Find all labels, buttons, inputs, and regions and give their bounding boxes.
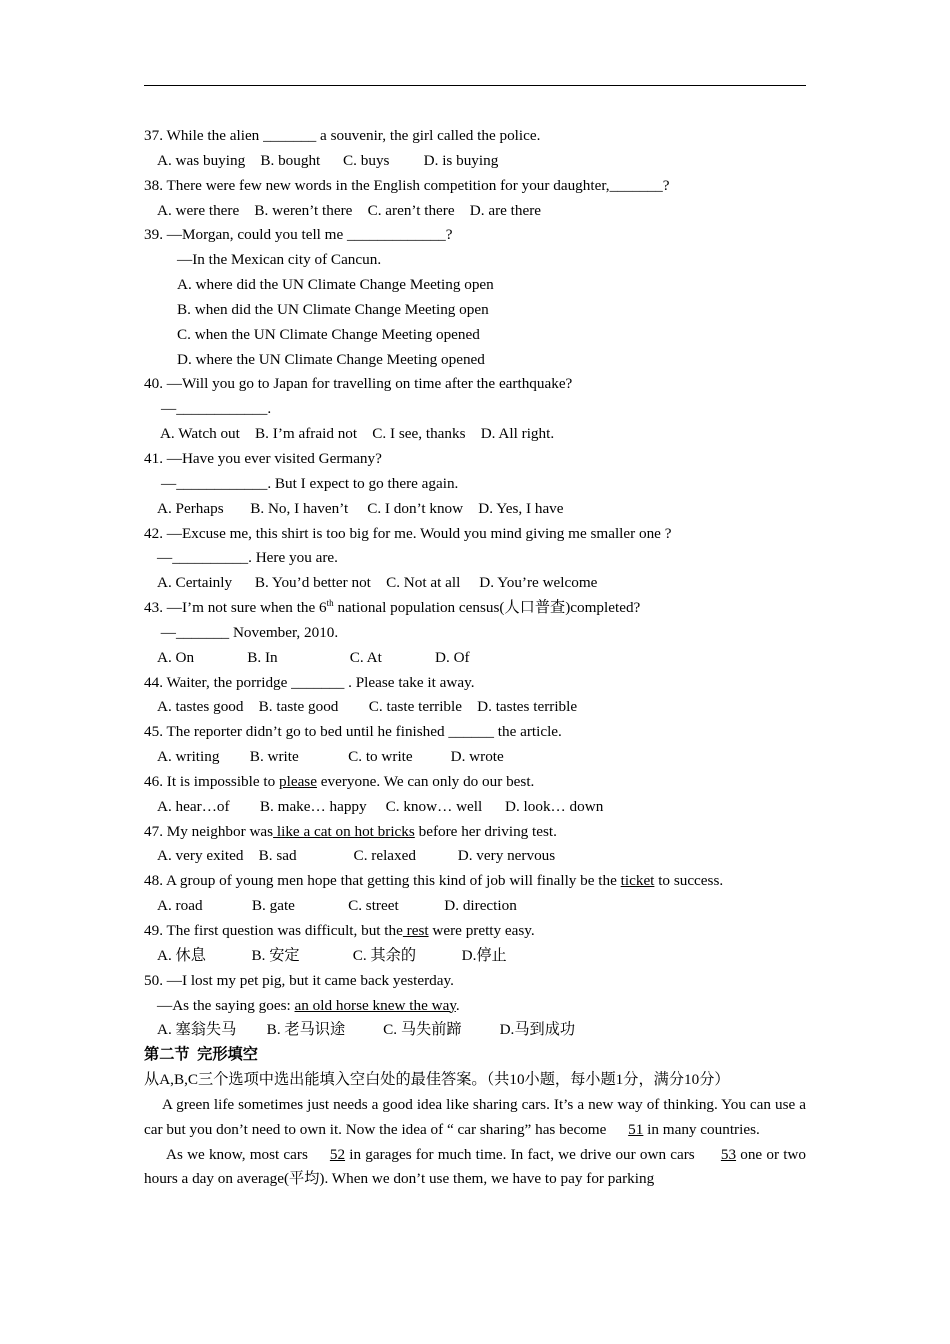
- reply-50-pre: —As the saying goes:: [157, 996, 295, 1014]
- question-40: 40. —Will you go to Japan for travelling on time after the earthquake?: [144, 375, 573, 393]
- question-48-post: to success.: [654, 872, 724, 890]
- reply-40: —____________.: [161, 400, 272, 418]
- question-46-underlined: please: [279, 772, 317, 790]
- cloze-p1-text-b: in many countries.: [643, 1120, 760, 1138]
- question-49-post: were pretty easy.: [428, 922, 535, 939]
- question-50: 50. —I lost my pet pig, but it came back yesterday.: [144, 971, 454, 989]
- section-title: 第二节 完形填空: [144, 1046, 258, 1064]
- cloze-p1-text-a: A green life sometimes just needs a good idea like sharing cars. It’s a new way of thinking. You can use a car but you don’t need to own it. Now the idea of “ car sharing” has become: [144, 1095, 806, 1138]
- question-48-pre: 48. A group of young men hope that getting this kind of job will finally be the: [144, 872, 621, 890]
- section-instruction: 从A,B,C三个选项中选出能填入空白处的最佳答案。（共10小题，每小题1分，满分10分）: [144, 1071, 730, 1089]
- question-44: 44. Waiter, the porridge _______ . Please take it away.: [144, 673, 475, 691]
- options-41: A. Perhaps B. No, I haven’t C. I don’t know D. Yes, I have: [157, 499, 564, 517]
- question-43: [144, 596, 806, 621]
- question-49-underlined: rest: [402, 922, 429, 939]
- question-47-pre: 47. My neighbor was: [144, 822, 274, 840]
- cloze-blank-52: 52: [329, 1145, 346, 1163]
- question-46: [144, 770, 806, 795]
- options-43: A. On B. In C. At D. Of: [157, 648, 470, 666]
- choice-39-d: D. where the UN Climate Change Meeting opened: [177, 350, 485, 368]
- question-48-underlined: ticket: [620, 872, 655, 890]
- question-46-pre: 46. It is impossible to: [144, 772, 280, 790]
- options-50: A. 塞翁失马 B. 老马识途 C. 马失前蹄 D.马到成功: [157, 1021, 576, 1039]
- question-39: 39. —Morgan, could you tell me _____________?: [144, 226, 453, 244]
- question-49-pre: 49. The first question was difficult, but the: [144, 922, 403, 939]
- question-41: 41. —Have you ever visited Germany?: [144, 449, 382, 467]
- cloze-paragraph-2: [144, 1143, 806, 1193]
- options-44: A. tastes good B. taste good C. taste terrible D. tastes terrible: [157, 698, 578, 716]
- cloze-paragraph-1: [144, 1093, 806, 1143]
- options-49: A. 休息 B. 安定 C. 其余的 D.停止: [157, 946, 507, 964]
- cloze-blank-51: 51: [628, 1120, 644, 1138]
- question-42: 42. —Excuse me, this shirt is too big for me. Would you mind giving me smaller one ?: [144, 524, 672, 542]
- reply-50-underlined: an old horse knew the way: [294, 996, 456, 1014]
- header-rule: [144, 85, 806, 86]
- question-43-sup: th: [326, 597, 334, 608]
- reply-42: —__________. Here you are.: [157, 549, 338, 567]
- question-38: 38. There were few new words in the English competition for your daughter,_______?: [144, 176, 670, 194]
- reply-50-post: .: [455, 996, 460, 1014]
- question-47-underlined: like a cat on hot bricks: [273, 822, 415, 840]
- options-38: A. were there B. weren’t there C. aren’t there D. are there: [157, 201, 542, 219]
- question-47-post: before her driving test.: [414, 822, 557, 840]
- options-42: A. Certainly B. You’d better not C. Not at all D. You’re welcome: [157, 574, 598, 592]
- options-37: A. was buying B. bought C. buys D. is buying: [157, 151, 499, 169]
- options-45: A. writing B. write C. to write D. wrote: [157, 748, 504, 766]
- question-48: [144, 869, 806, 894]
- question-45: 45. The reporter didn’t go to bed until he finished ______ the article.: [144, 723, 562, 741]
- choice-39-a: A. where did the UN Climate Change Meeting open: [177, 276, 494, 294]
- choice-39-c: C. when the UN Climate Change Meeting opened: [177, 325, 480, 343]
- question-37: 37. While the alien _______ a souvenir, the girl called the police.: [144, 127, 541, 144]
- options-40: A. Watch out B. I’m afraid not C. I see, thanks D. All right.: [157, 425, 555, 443]
- question-43-post: national population census(人口普查)completed?: [333, 599, 641, 617]
- reply-41: —____________. But I expect to go there again.: [161, 474, 459, 492]
- reply-43: —_______ November, 2010.: [157, 623, 339, 641]
- options-47: A. very exited B. sad C. relaxed D. very nervous: [157, 847, 556, 865]
- question-49: [144, 919, 806, 944]
- cloze-p2-text-a: As we know, most cars: [166, 1145, 308, 1163]
- question-46-post: everyone. We can only do our best.: [316, 772, 535, 790]
- options-46: A. hear…of B. make… happy C. know… well D. look… down: [157, 797, 604, 815]
- reply-50: [144, 994, 806, 1019]
- options-48: A. road B. gate C. street D. direction: [157, 897, 517, 915]
- question-47: [144, 820, 806, 845]
- cloze-p2-text-c: one or two hours a day on average(平均). When we don’t use them, we have to pay for parking: [144, 1145, 806, 1188]
- reply-39: —In the Mexican city of Cancun.: [177, 251, 382, 269]
- choice-39-b: B. when did the UN Climate Change Meeting open: [177, 300, 489, 318]
- exam-page: [144, 124, 806, 1192]
- cloze-p2-text-b: in garages for much time. In fact, we drive our own cars: [345, 1145, 699, 1163]
- cloze-blank-53: 53: [720, 1145, 737, 1163]
- question-43-pre: 43. —I’m not sure when the 6: [144, 599, 327, 617]
